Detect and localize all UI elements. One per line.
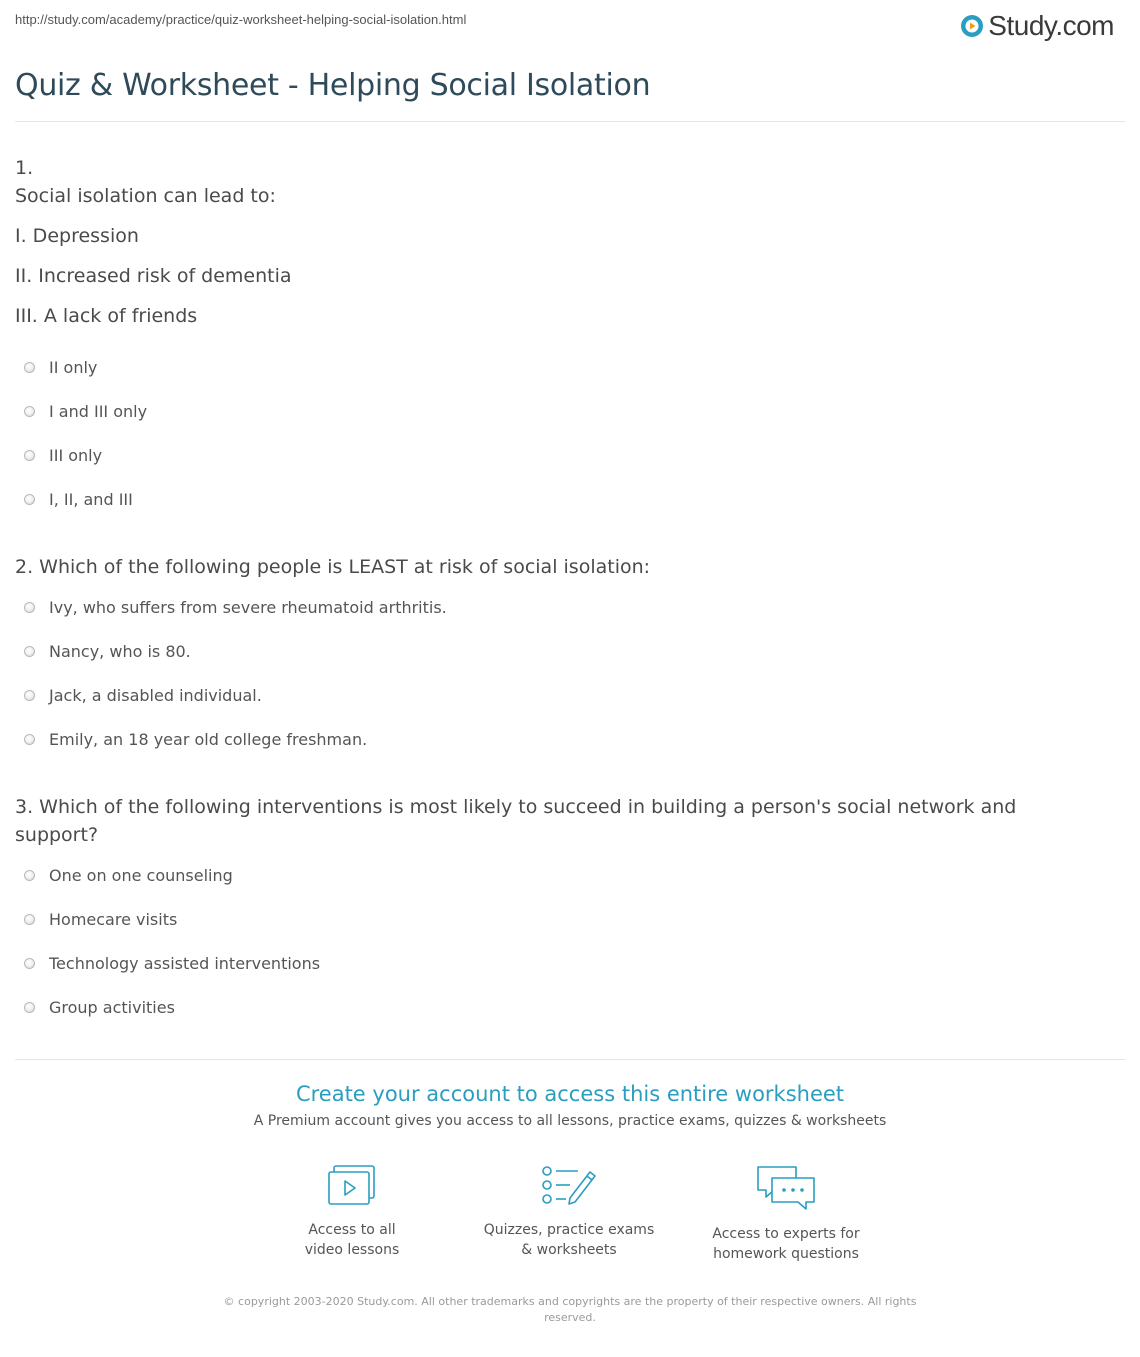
study-logo[interactable] — [960, 6, 1114, 46]
feature-experts — [686, 1164, 886, 1264]
logo-text: Study.com — [988, 10, 1114, 41]
title-divider — [15, 121, 1125, 122]
question-2 — [15, 553, 1080, 581]
question-prompt-line-2: support? — [15, 824, 99, 846]
copyright-footer — [0, 1294, 1140, 1326]
radio-button[interactable] — [24, 494, 35, 505]
question-3 — [15, 793, 1080, 849]
option-label: III only — [49, 446, 103, 465]
radio-button[interactable] — [24, 870, 35, 881]
create-account-link[interactable]: Create your account to access this entire worksheet — [295, 1082, 845, 1106]
option-label: Nancy, who is 80. — [49, 642, 191, 661]
study-logo-icon — [960, 14, 984, 38]
answer-option[interactable] — [15, 642, 191, 661]
answer-option[interactable] — [15, 402, 147, 421]
option-label: Homecare visits — [49, 910, 178, 929]
radio-button[interactable] — [24, 362, 35, 373]
page-url: http://study.com/academy/practice/quiz-worksheet-helping-social-isolation.html — [15, 12, 467, 27]
feature-label-line: Access to experts for — [712, 1226, 860, 1242]
option-label: Emily, an 18 year old college freshman. — [49, 730, 368, 749]
radio-button[interactable] — [24, 450, 35, 461]
radio-button[interactable] — [24, 646, 35, 657]
statement-2: II. Increased risk of dementia — [15, 265, 292, 287]
option-label: I, II, and III — [49, 490, 133, 509]
answer-option[interactable] — [15, 598, 447, 617]
video-lessons-icon — [326, 1164, 378, 1208]
radio-button[interactable] — [24, 406, 35, 417]
answer-option[interactable] — [15, 686, 262, 705]
copyright-line: reserved. — [544, 1311, 596, 1324]
answer-option[interactable] — [15, 866, 233, 885]
option-label: Ivy, who suffers from severe rheumatoid arthritis. — [49, 598, 447, 617]
feature-label-line: & worksheets — [521, 1242, 617, 1258]
statement-3: III. A lack of friends — [15, 305, 198, 327]
feature-label-line: video lessons — [304, 1242, 400, 1258]
radio-button[interactable] — [24, 602, 35, 613]
premium-description: A Premium account gives you access to all lessons, practice exams, quizzes & worksheets — [253, 1113, 887, 1129]
radio-button[interactable] — [24, 690, 35, 701]
feature-label-line: Access to all — [308, 1222, 396, 1238]
question-1 — [15, 154, 1080, 330]
answer-option[interactable] — [15, 730, 367, 749]
statement-1: I. Depression — [15, 225, 139, 247]
option-label: II only — [49, 358, 98, 377]
chat-bubbles-icon — [754, 1164, 818, 1212]
answer-option[interactable] — [15, 998, 175, 1017]
option-label: I and III only — [49, 402, 148, 421]
option-label: Technology assisted interventions — [49, 954, 321, 973]
option-label: Group activities — [49, 998, 175, 1017]
radio-button[interactable] — [24, 914, 35, 925]
feature-label-line: Quizzes, practice exams — [483, 1222, 655, 1238]
answer-option[interactable] — [15, 490, 133, 509]
feature-label-line: homework questions — [713, 1246, 859, 1262]
radio-button[interactable] — [24, 734, 35, 745]
copyright-line: © copyright 2003-2020 Study.com. All other trademarks and copyrights are the property of their respective owners. All rights — [223, 1295, 917, 1308]
radio-button[interactable] — [24, 1002, 35, 1013]
question-number: 1. — [15, 157, 34, 179]
answer-option[interactable] — [15, 358, 97, 377]
page-title: Quiz & Worksheet - Helping Social Isolation — [15, 68, 651, 103]
option-label: Jack, a disabled individual. — [49, 686, 262, 705]
section-divider — [15, 1059, 1125, 1060]
feature-quizzes — [469, 1164, 669, 1260]
answer-option[interactable] — [15, 954, 320, 973]
answer-option[interactable] — [15, 910, 177, 929]
radio-button[interactable] — [24, 958, 35, 969]
question-prompt-line-1: 3. Which of the following interventions is most likely to succeed in building a person's social network and — [15, 796, 1017, 818]
answer-option[interactable] — [15, 446, 102, 465]
option-label: One on one counseling — [49, 866, 233, 885]
feature-video-lessons — [252, 1164, 452, 1260]
question-prompt: 2. Which of the following people is LEAST at risk of social isolation: — [15, 556, 651, 578]
quiz-checklist-icon — [540, 1164, 598, 1208]
question-prompt: Social isolation can lead to: — [15, 185, 276, 207]
